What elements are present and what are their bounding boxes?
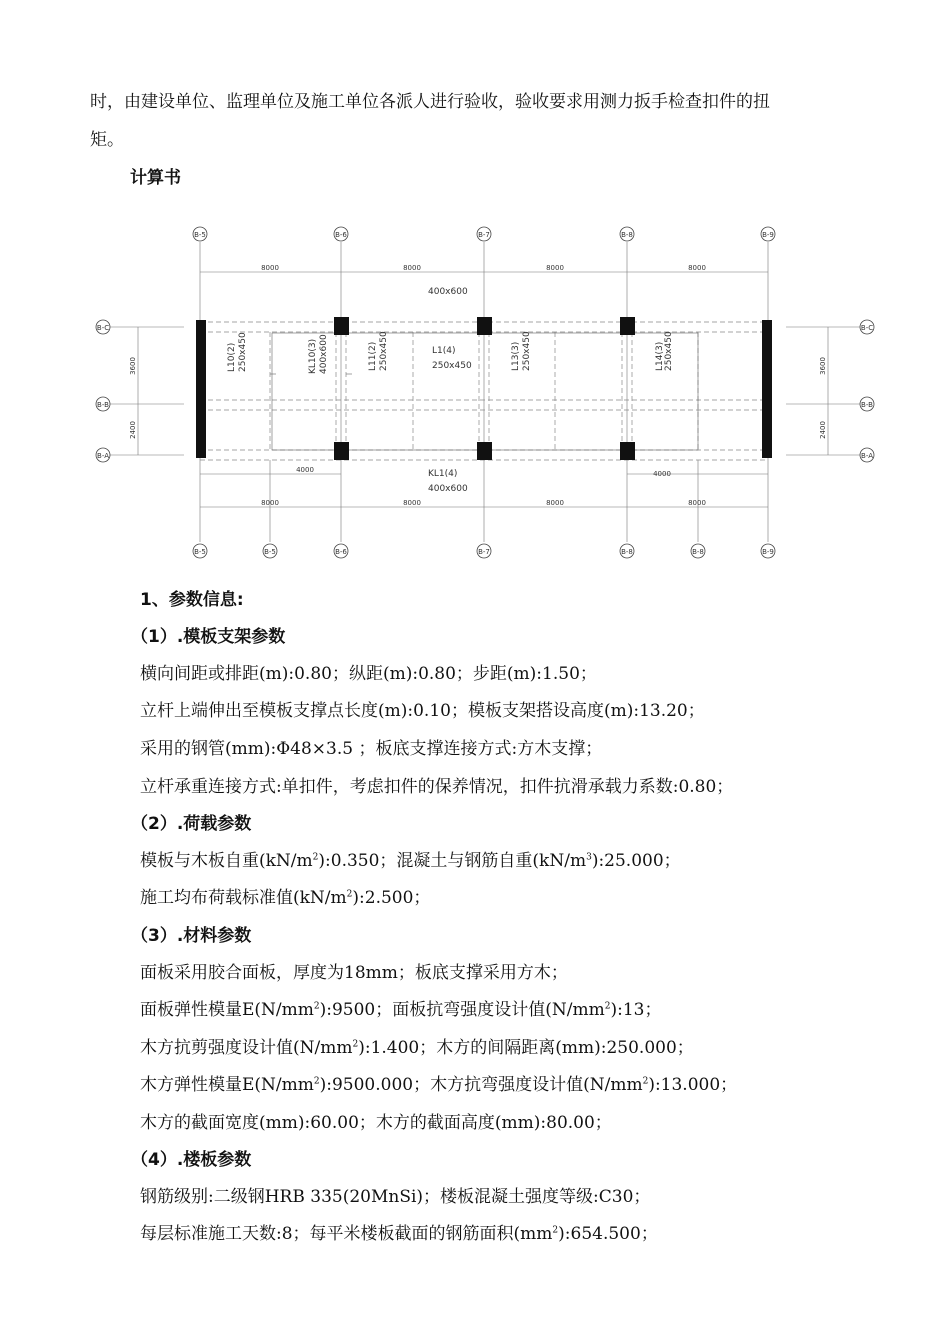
axis-label: B-5 — [194, 548, 206, 556]
axis-label: B-C — [860, 324, 874, 332]
beam-size-label: 250x450 — [432, 361, 472, 371]
floor-plan-drawing — [90, 220, 890, 565]
param-line: 采用的钢管(mm):Φ48×3.5 ；板底支撑连接方式:方木支撑； — [140, 739, 603, 759]
beam-size-label: 250x450 — [379, 331, 389, 371]
dim-label: 8000 — [546, 264, 564, 272]
axis-label: B-7 — [478, 548, 490, 556]
section-1-heading: 1、参数信息: — [140, 590, 244, 610]
dim-label: 3600 — [129, 357, 137, 375]
beam-name-label: L13(3) — [511, 341, 521, 371]
axis-label: B-8 — [692, 548, 704, 556]
intro-line-1: 时，由建设单位、监理单位及施工单位各派人进行验收，验收要求用测力扳手检查扣件的扭 — [90, 92, 770, 112]
axis-label: B-9 — [762, 548, 774, 556]
param-line: 面板采用胶合面板，厚度为18mm；板底支撑采用方木； — [140, 963, 568, 983]
param-line: 钢筋级别:二级钢HRB 335(20MnSi)；楼板混凝土强度等级:C30； — [140, 1187, 651, 1207]
axis-label: B-6 — [335, 548, 347, 556]
dim-label: 2400 — [819, 421, 827, 439]
axis-label: B-6 — [335, 231, 347, 239]
axis-label: B-B — [97, 401, 109, 409]
axis-label: B-B — [861, 401, 873, 409]
beam-name-label: L14(3) — [655, 341, 665, 371]
axis-label: B-5 — [264, 548, 276, 556]
param-line: 木方抗剪强度设计值$(N/mm^2):1.400$；木方的间隔距离(mm):250.000； — [140, 1038, 694, 1058]
wall-right — [762, 320, 772, 458]
dim-label: 8000 — [546, 499, 564, 507]
axis-label: B-8 — [621, 231, 633, 239]
subsection-1-heading: （1）.模板支架参数 — [131, 627, 286, 647]
beam-name-label: L11(2) — [368, 341, 378, 371]
wall-left — [196, 320, 206, 458]
param-line: 施工均布荷载标准值$(kN/m^2):2.500$； — [140, 888, 431, 908]
dim-label: 8000 — [403, 499, 421, 507]
beam-size-label: 250x450 — [238, 332, 248, 372]
beam-size-label: 400x600 — [428, 484, 468, 494]
param-line: 横向间距或排距(m):0.80；纵距(m):0.80；步距(m):1.50； — [140, 664, 597, 684]
axis-label: B-8 — [621, 548, 633, 556]
dim-label: 8000 — [403, 264, 421, 272]
param-line: 模板与木板自重$(kN/m^2):0.350$；混凝土与钢筋自重$(kN/m^3):25.000$； — [140, 851, 681, 871]
param-line: 面板弹性模量$E(N/mm^2):9500$；面板抗弯强度设计值$(N/mm^2):13$； — [140, 1000, 662, 1020]
column — [620, 317, 635, 335]
dim-label: 8000 — [688, 264, 706, 272]
beam-size-label: 400x600 — [428, 287, 468, 297]
axis-label: B-A — [861, 452, 873, 460]
subsection-2-heading: （2）.荷载参数 — [131, 814, 252, 834]
column — [477, 317, 492, 335]
beam-size-label: 250x450 — [664, 331, 674, 371]
param-line: 木方弹性模量$E(N/mm^2):9500.000$；木方抗弯强度设计值$(N/mm^2):13.000$； — [140, 1075, 738, 1095]
dim-label: 3600 — [819, 357, 827, 375]
param-line: 立杆上端伸出至模板支撑点长度(m):0.10；模板支架搭设高度(m):13.20； — [140, 701, 705, 721]
beam-name-label: L10(2) — [227, 342, 237, 372]
dim-label: 8000 — [261, 499, 279, 507]
axis-label: B-5 — [194, 231, 206, 239]
column — [477, 442, 492, 460]
intro-line-2: 矩。 — [90, 130, 124, 150]
beam-name-label: KL10(3) — [308, 338, 318, 374]
section-title: 计算书 — [130, 168, 181, 188]
axis-label: B-7 — [478, 231, 490, 239]
beam-name-label: KL1(4) — [428, 469, 458, 479]
dim-label: 8000 — [261, 264, 279, 272]
beam-size-label: 250x450 — [522, 331, 532, 371]
axis-label: B-A — [97, 452, 109, 460]
dim-label: 2400 — [129, 421, 137, 439]
column — [334, 317, 349, 335]
dim-label: 8000 — [688, 499, 706, 507]
axis-label: B-9 — [762, 231, 774, 239]
dim-label: 4000 — [296, 466, 314, 474]
beam-size-label: 400x600 — [319, 334, 329, 374]
column — [620, 442, 635, 460]
param-line: 每层标准施工天数:8；每平米楼板截面的钢筋面积$(mm^2):654.500$； — [140, 1224, 658, 1244]
axis-label: B-C — [96, 324, 110, 332]
subsection-3-heading: （3）.材料参数 — [131, 926, 252, 946]
column — [334, 442, 349, 460]
dim-label: 4000 — [653, 470, 671, 478]
beam-name-label: L1(4) — [432, 346, 456, 356]
param-line: 木方的截面宽度(mm):60.00；木方的截面高度(mm):80.00； — [140, 1113, 612, 1133]
subsection-4-heading: （4）.楼板参数 — [131, 1150, 252, 1170]
param-line: 立杆承重连接方式:单扣件，考虑扣件的保养情况，扣件抗滑承载力系数:0.80； — [140, 777, 734, 797]
